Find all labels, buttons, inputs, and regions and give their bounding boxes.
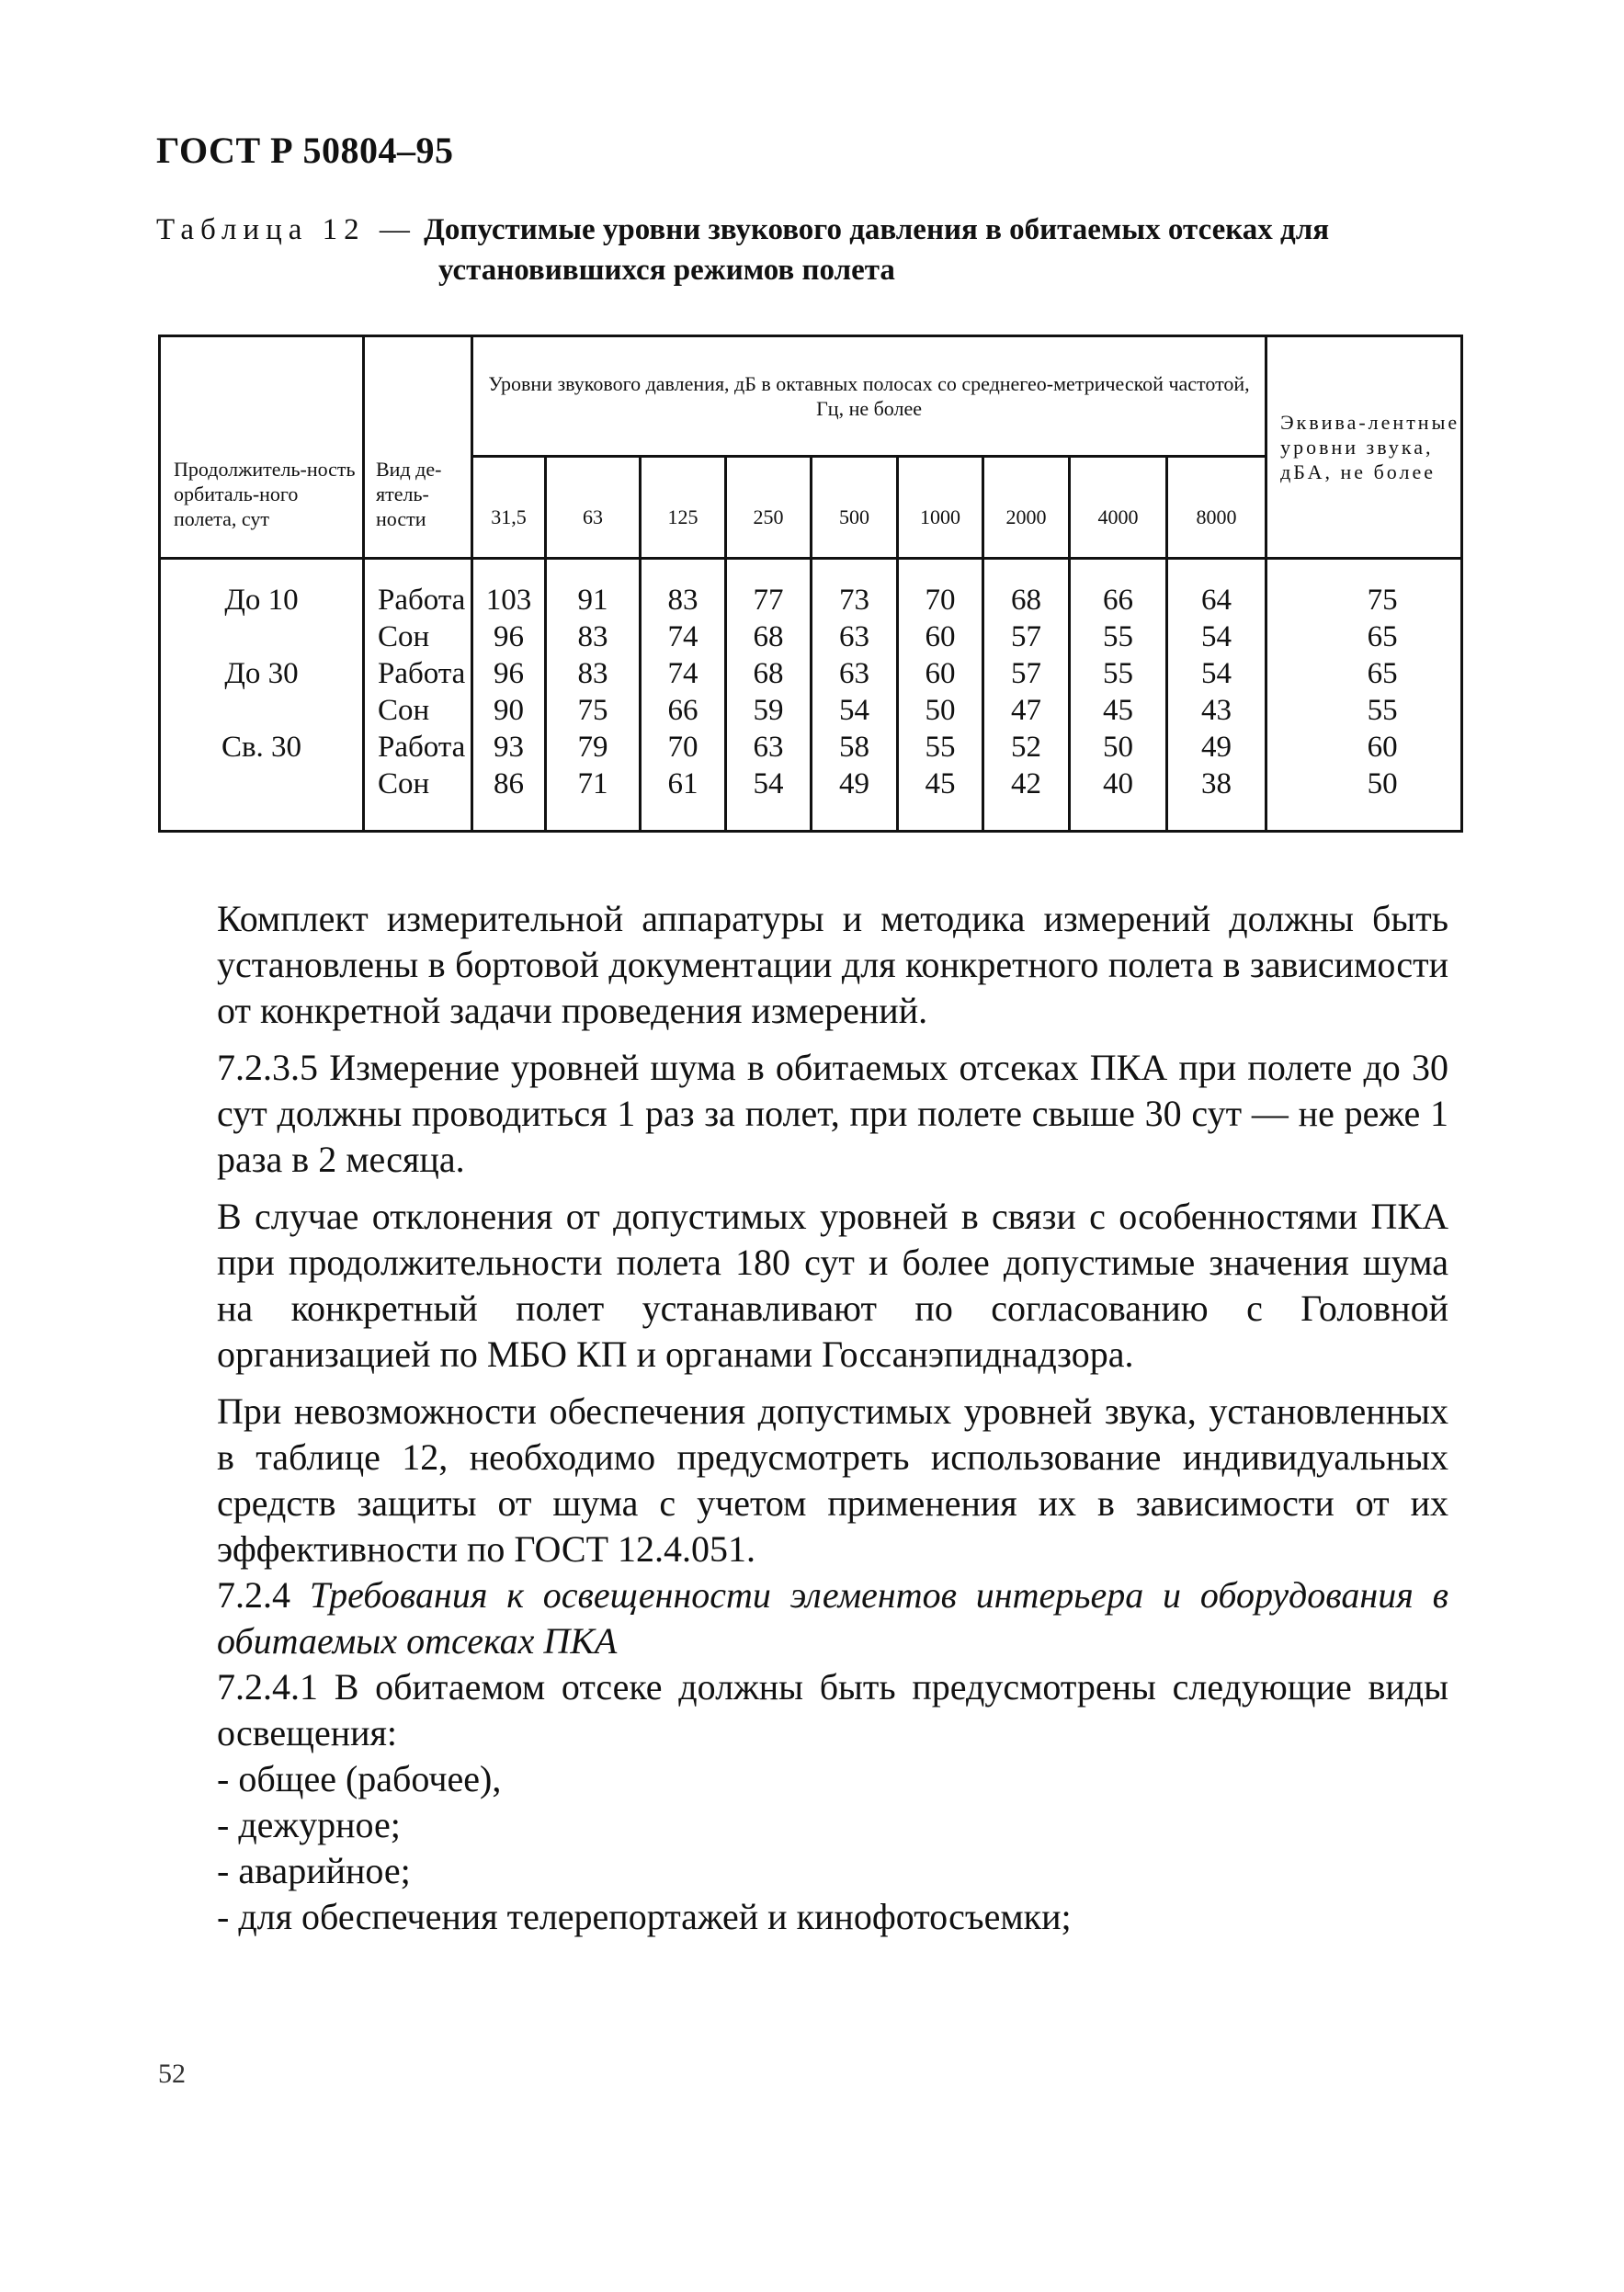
freq-label: 4000 xyxy=(1097,505,1139,528)
table-caption-label: Таблица 12 — xyxy=(156,213,416,246)
paragraph-7-2-4 xyxy=(217,1572,1448,1664)
value-cell: 68 xyxy=(1011,584,1041,617)
body-text xyxy=(217,896,1448,1940)
value-cell: 45 xyxy=(1103,694,1133,727)
freq-label: 31,5 xyxy=(491,505,527,528)
header-frequency xyxy=(812,457,898,559)
value-cell: 75 xyxy=(577,694,608,727)
value-cell: 90 xyxy=(494,694,524,727)
value-cell: 50 xyxy=(1103,731,1133,764)
level-column-250 xyxy=(726,559,812,832)
section-number: 7.2.4 xyxy=(217,1574,290,1616)
header-frequency xyxy=(641,457,726,559)
value-cell: 96 xyxy=(494,657,524,690)
equivalent-cell: 75 xyxy=(1367,584,1398,617)
value-cell: 54 xyxy=(839,694,869,727)
activity-cell: Сон xyxy=(378,694,430,727)
table-caption-title-line2: установившихся режимов полета xyxy=(438,254,895,287)
activity-cell: Работа xyxy=(378,657,466,690)
value-cell: 83 xyxy=(667,584,698,617)
duration-cell: До 30 xyxy=(224,657,299,690)
value-cell: 54 xyxy=(1201,620,1232,653)
level-column-31-5 xyxy=(472,559,546,832)
header-frequency xyxy=(1167,457,1266,559)
table-caption xyxy=(156,210,1452,290)
noise-levels-table xyxy=(158,335,1463,833)
activity-cell: Сон xyxy=(378,767,430,800)
value-cell: 68 xyxy=(753,620,784,653)
value-cell: 91 xyxy=(577,584,608,617)
list-item: - аварийное; xyxy=(217,1850,411,1891)
header-frequency xyxy=(726,457,812,559)
freq-label: 2000 xyxy=(1005,505,1047,528)
value-cell: 57 xyxy=(1011,657,1041,690)
value-cell: 49 xyxy=(1201,731,1232,764)
header-frequency xyxy=(1070,457,1167,559)
level-column-500 xyxy=(812,559,898,832)
value-cell: 60 xyxy=(925,657,956,690)
value-cell: 55 xyxy=(925,731,956,764)
value-cell: 60 xyxy=(925,620,956,653)
page-number: 52 xyxy=(158,2059,186,2089)
level-column-2000 xyxy=(983,559,1070,832)
paragraph-protection: При невозможности обеспечения допустимых уровней звука, установленных в таблице 12, необходимо предусмотреть использование индивидуальных средств защиты от шума с учетом применения их в зависимости от их эффективности по ГОСТ 12.4.051. xyxy=(217,1390,1448,1570)
value-cell: 49 xyxy=(839,767,869,800)
freq-label: 500 xyxy=(839,505,869,528)
level-column-63 xyxy=(546,559,641,832)
equivalent-level-column xyxy=(1266,559,1462,832)
value-cell: 70 xyxy=(925,584,956,617)
value-cell: 71 xyxy=(577,767,608,800)
value-cell: 74 xyxy=(667,620,698,653)
value-cell: 55 xyxy=(1103,657,1133,690)
list-item: - общее (рабочее), xyxy=(217,1758,502,1799)
value-cell: 96 xyxy=(494,620,524,653)
document-code-header: ГОСТ Р 50804–95 xyxy=(156,130,454,171)
list-item: - для обеспечения телерепортажей и кинофотосъемки; xyxy=(217,1896,1072,1937)
freq-label: 1000 xyxy=(920,505,960,528)
value-cell: 103 xyxy=(485,584,532,617)
section-title: Требования к освещенности элементов интерьера и оборудования в обитаемых отсеках ПКА xyxy=(217,1574,1448,1662)
duration-cell: До 10 xyxy=(224,584,299,617)
paragraph-7-2-4-1: 7.2.4.1 В обитаемом отсеке должны быть предусмотрены следующие виды освещения: xyxy=(217,1666,1448,1753)
value-cell: 47 xyxy=(1011,694,1041,727)
value-cell: 93 xyxy=(494,731,524,764)
value-cell: 66 xyxy=(667,694,698,727)
value-cell: 57 xyxy=(1011,620,1041,653)
header-frequency xyxy=(898,457,983,559)
value-cell: 74 xyxy=(667,657,698,690)
level-column-1000 xyxy=(898,559,983,832)
duration-column xyxy=(160,559,364,832)
value-cell: 58 xyxy=(839,731,869,764)
header-frequency xyxy=(546,457,641,559)
value-cell: 70 xyxy=(667,731,698,764)
value-cell: 86 xyxy=(494,767,524,800)
header-duration: Продолжитель-ность орбиталь-ного полета, сут xyxy=(160,336,364,559)
freq-label: 8000 xyxy=(1196,505,1237,528)
activity-cell: Сон xyxy=(378,620,430,653)
value-cell: 54 xyxy=(753,767,784,800)
value-cell: 77 xyxy=(753,584,784,617)
value-cell: 40 xyxy=(1103,767,1133,800)
value-cell: 66 xyxy=(1103,584,1133,617)
header-frequency xyxy=(983,457,1070,559)
value-cell: 83 xyxy=(577,620,608,653)
value-cell: 59 xyxy=(753,694,784,727)
value-cell: 42 xyxy=(1011,767,1041,800)
table-caption-title-line1: Допустимые уровни звукового давления в обитаемых отсеках для xyxy=(424,213,1330,246)
value-cell: 73 xyxy=(839,584,869,617)
value-cell: 50 xyxy=(925,694,956,727)
activity-cell: Работа xyxy=(378,584,466,617)
value-cell: 55 xyxy=(1103,620,1133,653)
freq-label: 63 xyxy=(583,505,603,528)
value-cell: 54 xyxy=(1201,657,1232,690)
equivalent-cell: 60 xyxy=(1367,731,1398,764)
value-cell: 63 xyxy=(839,657,869,690)
paragraph-measurement-equipment: Комплект измерительной аппаратуры и методика измерений должны быть установлены в бортовой документации для конкретного полета в зависимости от конкретной задачи проведения измерений. xyxy=(217,898,1448,1031)
header-sound-levels: Уровни звукового давления, дБ в октавных полосах со среднегео-метрической частотой, Гц, не более xyxy=(472,336,1266,457)
equivalent-cell: 55 xyxy=(1367,694,1398,727)
value-cell: 64 xyxy=(1201,584,1232,617)
equivalent-cell: 65 xyxy=(1367,620,1398,653)
header-activity: Вид де-ятель-ности xyxy=(364,336,472,559)
level-column-8000 xyxy=(1167,559,1266,832)
level-column-125 xyxy=(641,559,726,832)
paragraph-7-2-3-5: 7.2.3.5 Измерение уровней шума в обитаемых отсеках ПКА при полете до 30 сут должны проводиться 1 раз за полет, при полете свыше 30 сут — не реже 1 раза в 2 месяца. xyxy=(217,1047,1448,1180)
value-cell: 38 xyxy=(1201,767,1232,800)
duration-cell: Св. 30 xyxy=(221,731,302,764)
equivalent-cell: 65 xyxy=(1367,657,1398,690)
value-cell: 68 xyxy=(753,657,784,690)
value-cell: 61 xyxy=(667,767,698,800)
value-cell: 79 xyxy=(577,731,608,764)
level-column-4000 xyxy=(1070,559,1167,832)
value-cell: 43 xyxy=(1201,694,1232,727)
value-cell: 45 xyxy=(925,767,956,800)
value-cell: 63 xyxy=(839,620,869,653)
value-cell: 63 xyxy=(753,731,784,764)
freq-label: 250 xyxy=(753,505,784,528)
list-item: - дежурное; xyxy=(217,1804,401,1845)
paragraph-deviation: В случае отклонения от допустимых уровней в связи с особенностями ПКА при продолжительности полета 180 сут и более допустимые значения шума на конкретный полет устанавливают по согласованию с Головной организацией по МБО КП и органами Госсанэпиднадзора. xyxy=(217,1196,1448,1375)
value-cell: 52 xyxy=(1011,731,1041,764)
header-equivalent-levels: Эквива-лентные уровни звука, дБА, не более xyxy=(1266,336,1462,559)
activity-cell: Работа xyxy=(378,731,466,764)
value-cell: 83 xyxy=(577,657,608,690)
freq-label: 125 xyxy=(667,505,698,528)
activity-column xyxy=(364,559,472,832)
header-frequency xyxy=(472,457,546,559)
equivalent-cell: 50 xyxy=(1367,767,1398,800)
